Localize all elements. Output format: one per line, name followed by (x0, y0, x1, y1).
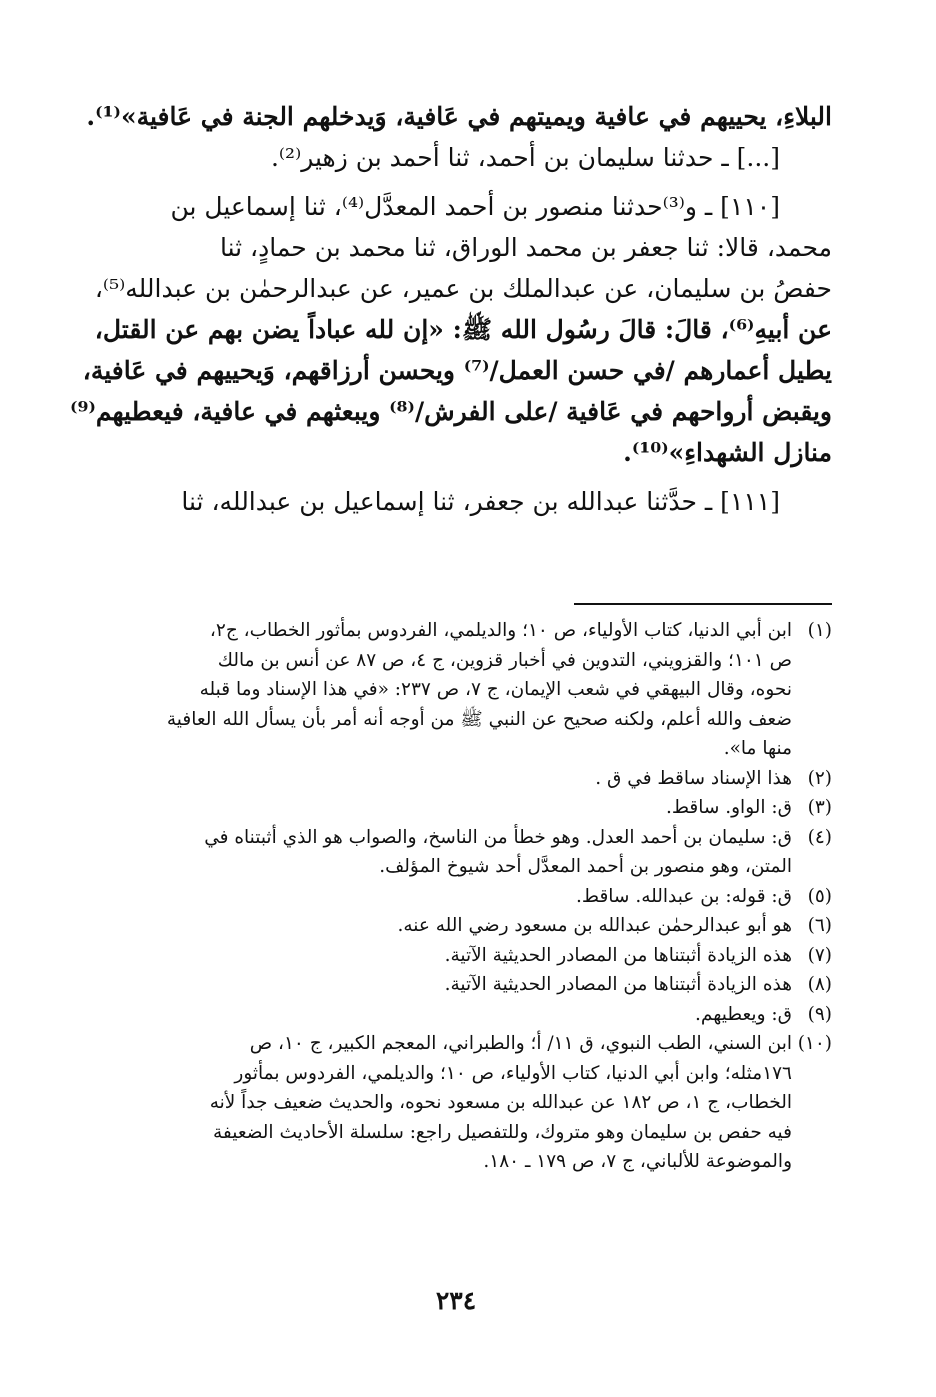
footnote-number: (٤) (807, 826, 832, 848)
footnote-number: (١٠) (797, 1033, 832, 1054)
footnote-line: نحوه، وقال البيهقي في شعب الإيمان، ج ٧، ص ٢٣٧: «في هذا الإسناد وما قبله (199, 679, 792, 700)
footnote-number: (٣) (807, 797, 832, 818)
footnote-number: (٧) (807, 944, 832, 966)
footnote-10 (80, 1029, 832, 1177)
footnote-line: منها ما». (723, 738, 792, 759)
footnotes (80, 616, 832, 1177)
footnote-6 (80, 911, 832, 941)
footnote-2 (80, 764, 832, 794)
body-line: منازل الشهداءِ»⁽¹⁰⁾. (623, 438, 832, 467)
body-line: محمد، قالا: ثنا جعفر بن محمد الوراق، ثنا محمد بن حمادٍ، ثنا (219, 233, 832, 262)
body-line: يطيل أعمارهم /في حسن العمل/⁽⁷⁾ ويحسن أرزاقهم، وَيحييهم في عَافية، (82, 356, 832, 385)
main-text (70, 96, 832, 522)
footnote-text (80, 793, 792, 823)
book-page (70, 96, 832, 1376)
footnote-text (80, 941, 792, 971)
body-line: [١١٠] ـ و⁽³⁾حدثنا منصور بن أحمد المعدَّل⁽⁴⁾، ثنا إسماعيل بن (170, 192, 780, 221)
footnote-text (80, 764, 792, 794)
footnote-number: (١) (807, 620, 832, 641)
footnote-line: ابن السني، الطب النبوي، ق ١١/ أ؛ والطبراني، المعجم الكبير، ج ١٠، ص (249, 1033, 792, 1054)
footnote-text (80, 823, 792, 882)
body-line: ويقبض أرواحهم في عَافية /على الفرش/⁽⁸⁾ ويبعثهم في عافية، فيعطيهم⁽⁹⁾ (70, 397, 832, 426)
footnote-text (80, 911, 792, 941)
footnote-line: فيه حفص بن سليمان وهو متروك، وللتفصيل راجع: سلسلة الأحاديث الضعيفة (212, 1121, 792, 1143)
body-line: [...] ـ حدثنا سليمان بن أحمد، ثنا أحمد بن زهير⁽²⁾. (270, 143, 780, 172)
footnote-8 (80, 970, 832, 1000)
footnote-line: هذه الزيادة أثبتناها من المصادر الحديثية الآتية. (444, 974, 792, 995)
footnote-line: ق: الواو. ساقط. (665, 797, 792, 818)
body-line: حفصُ بن سليمان، عن عبدالملك بن عمير، عن عبدالرحمٰن بن عبدالله⁽⁵⁾، (94, 274, 832, 303)
body-line: عن أبيهِ⁽⁶⁾، قالَ: قالَ رسُول الله ﷺ: «إن لله عباداً يضن بهم عن القتل، (94, 315, 832, 344)
footnote-line: ص ١٠١؛ والقزويني، التدوين في أخبار قزوين، ج ٤، ص ٨٧ عن أنس بن مالك (217, 649, 792, 671)
footnote-4 (80, 823, 832, 882)
footnote-number: (٨) (807, 974, 832, 995)
footnote-3 (80, 793, 832, 823)
footnote-line: ق: قوله: بن عبدالله. ساقط. (576, 885, 792, 907)
footnote-number: (٥) (807, 885, 832, 907)
footnote-line: ق: ويعطيهم. (695, 1003, 792, 1025)
footnote-line: هو أبو عبدالرحمٰن عبدالله بن مسعود رضي الله عنه. (397, 915, 792, 936)
footnote-7 (80, 941, 832, 971)
footnote-line: ١٧٦مثله؛ وابن أبي الدنيا، كتاب الأولياء، ص ١٠؛ والديلمي، الفردوس بمأثور (234, 1062, 792, 1084)
page-number: ٢٣٤ (435, 1286, 477, 1315)
footnote-text (80, 1029, 792, 1177)
footnote-line: المتن، وهو منصور بن أحمد المعدَّل أحد شيوخ المؤلف. (379, 856, 792, 877)
body-line: البلاءِ، يحييهم في عافية ويميتهم في عَافية، وَيدخلهم الجنة في عَافية»⁽¹⁾. (86, 102, 832, 131)
footnote-line: هذه الزيادة أثبتناها من المصادر الحديثية الآتية. (444, 944, 792, 966)
footnote-line: والموضوعة للألباني، ج ٧، ص ١٧٩ ـ ١٨٠. (483, 1151, 792, 1172)
footnote-line: الخطاب، ج ١، ص ١٨٢ عن عبدالله بن مسعود نحوه، والحديث ضعيف جداً لأنه (209, 1092, 792, 1113)
footnote-number: (٩) (807, 1003, 832, 1025)
footnote-number: (٦) (807, 915, 832, 936)
body-line: [١١١] ـ حدَّثنا عبدالله بن جعفر، ثنا إسماعيل بن عبدالله، ثنا (181, 487, 780, 516)
footnote-5 (80, 882, 832, 912)
footnote-separator (574, 603, 832, 605)
footnote-9 (80, 1000, 832, 1030)
footnote-line: ابن أبي الدنيا، كتاب الأولياء، ص ١٠؛ والديلمي، الفردوس بمأثور الخطاب، ج٢، (209, 620, 792, 641)
footnote-text (80, 970, 792, 1000)
footnote-line: ق: سليمان بن أحمد العدل. وهو خطأ من الناسخ، والصواب هو الذي أثبتناه في (204, 826, 792, 848)
footnote-line: ضعف والله أعلم، ولكنه صحيح عن النبي ﷺ من أوجه أنه أمر بأن يسأل الله العافية (166, 708, 792, 730)
footnote-line: هذا الإسناد ساقط في ق . (595, 767, 792, 789)
footnote-1 (80, 616, 832, 764)
footnote-text (80, 882, 792, 912)
footnote-number: (٢) (807, 767, 832, 789)
footnote-text (80, 616, 792, 764)
footnote-text (80, 1000, 792, 1030)
